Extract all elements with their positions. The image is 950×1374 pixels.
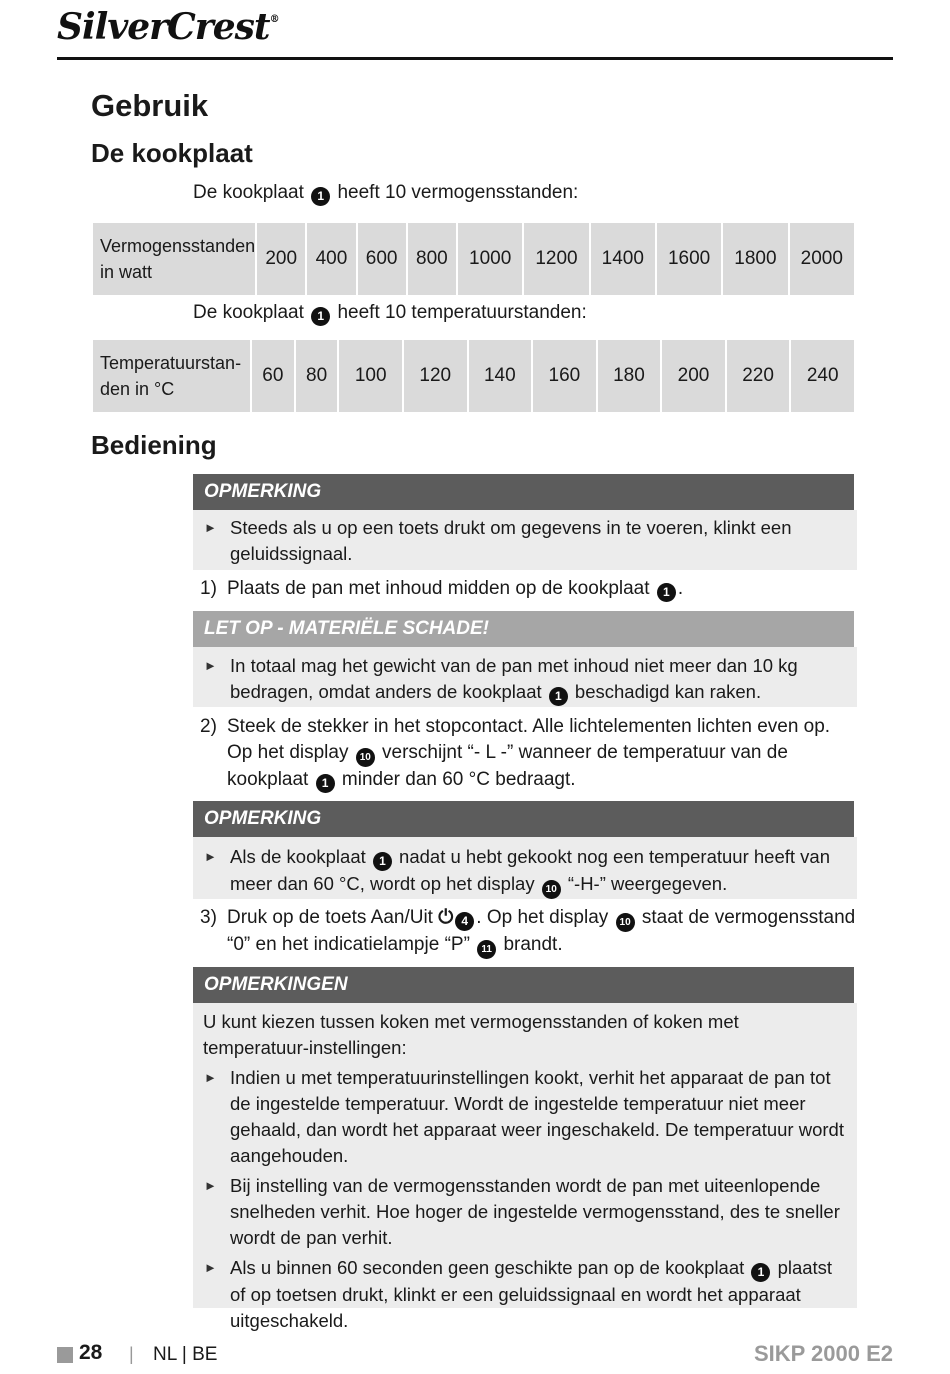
- step-2: 2) Steek de stekker in het stopcontact. Alle lichtelementen lichten even op. Op het display 10 verschijnt “- L -” wanneer de temperatuur van de kookplaat 1 minder dan 60 °C bedraagt.: [200, 714, 860, 793]
- table-cell: 1200: [524, 223, 588, 295]
- table-cell: 80: [296, 340, 338, 412]
- bullet-arrow-icon: ►: [204, 1070, 217, 1085]
- table-cell: 400: [307, 223, 355, 295]
- ref-hob-icon: 1: [549, 687, 568, 706]
- temp-table: [91, 340, 856, 412]
- table-cell: 60: [252, 340, 294, 412]
- table-cell: 2000: [790, 223, 854, 295]
- footer-language: NL | BE: [153, 1344, 218, 1365]
- ref-hob-icon: 1: [316, 774, 335, 793]
- bullet-arrow-icon: ►: [204, 1178, 217, 1193]
- footer-separator: |: [129, 1344, 134, 1364]
- header-rule: [57, 57, 893, 60]
- note1-title: OPMERKING: [193, 474, 854, 510]
- power-symbol-icon: ⏻: [438, 907, 454, 928]
- page-number: 28: [79, 1341, 103, 1364]
- temp-table-label: Temperatuurstan-den in °C: [93, 340, 250, 412]
- intro-temp: De kookplaat 1 heeft 10 temperatuurstanden:: [193, 302, 587, 326]
- table-cell: 1400: [591, 223, 655, 295]
- table-cell: 200: [257, 223, 305, 295]
- notes-body: U kunt kiezen tussen koken met vermogensstanden of koken met temperatuur-instellingen: ► Indien u met temperatuurinstellingen kookt, verhit het apparaat de pan tot de ingestelde temperatuur. Wordt de ingestelde temperatuur niet meer gehaald, dan wordt het apparaat weer ingeschakeld. De temperatuur wordt aangehouden. ► Bij instelling van de vermogensstanden wordt de pan met uiteenlopende snelheden verhit. Hoe hoger de ingestelde vermogensstand, des te sneller wordt de pan verhit. ► Als u binnen 60 seconden geen geschikte pan op de kookplaat 1 plaatst of op toetsen drukt, klinkt er een geluidssignaal en wordt het apparaat uitgeschakeld.: [193, 1003, 857, 1308]
- table-cell: 120: [404, 340, 467, 412]
- page-heading: Gebruik: [91, 88, 209, 123]
- power-table-label: Vermogensstanden in watt: [93, 223, 255, 295]
- ref-lamp-icon: 11: [477, 940, 496, 959]
- table-cell: 240: [791, 340, 854, 412]
- notes-title: OPMERKINGEN: [193, 967, 854, 1003]
- note1-body: ► Steeds als u op een toets drukt om gegevens in te voeren, klinkt een geluidssignaal.: [193, 510, 857, 570]
- section-title-kookplaat: De kookplaat: [91, 138, 253, 168]
- ref-hob-icon: 1: [751, 1263, 770, 1282]
- ref-hob-icon: 1: [311, 187, 330, 206]
- table-cell: 100: [339, 340, 402, 412]
- table-cell: 1800: [723, 223, 787, 295]
- table-cell: 600: [358, 223, 406, 295]
- table-cell: 180: [598, 340, 661, 412]
- ref-hob-icon: 1: [373, 852, 392, 871]
- power-table: [91, 223, 856, 295]
- intro-power: De kookplaat 1 heeft 10 vermogensstanden:: [193, 182, 578, 206]
- section-title-bediening: Bediening: [91, 430, 217, 460]
- table-cell: 160: [533, 340, 596, 412]
- caution-title: LET OP - MATERIËLE SCHADE!: [193, 611, 854, 647]
- notes-intro: U kunt kiezen tussen koken met vermogensstanden of koken met temperatuur-instellingen:: [203, 1011, 739, 1058]
- footer-square: [57, 1347, 73, 1363]
- table-cell: 1000: [458, 223, 522, 295]
- ref-display-icon: 10: [542, 880, 561, 899]
- bullet-arrow-icon: ►: [204, 849, 217, 864]
- footer-model: SIKP 2000 E2: [753, 1341, 893, 1366]
- table-cell: 800: [408, 223, 456, 295]
- bullet-arrow-icon: ►: [204, 520, 217, 535]
- ref-hob-icon: 1: [657, 583, 676, 602]
- note2-title: OPMERKING: [193, 801, 854, 837]
- bullet-arrow-icon: ►: [204, 1260, 217, 1275]
- brand-logo: SilverCrest®: [57, 6, 279, 48]
- ref-display-icon: 10: [356, 748, 375, 767]
- ref-power-key-icon: 4: [455, 912, 474, 931]
- note2-body: ► Als de kookplaat 1 nadat u hebt gekookt nog een temperatuur heeft van meer dan 60 °C, wordt op het display 10 “-H-” weergegeven.: [193, 837, 857, 899]
- caution-body: ► In totaal mag het gewicht van de pan met inhoud niet meer dan 10 kg bedragen, omdat anders de kookplaat 1 beschadigd kan raken.: [193, 647, 857, 707]
- step-1: 1) Plaats de pan met inhoud midden op de kookplaat 1 .: [200, 576, 860, 602]
- table-cell: 140: [469, 340, 532, 412]
- table-cell: 200: [662, 340, 725, 412]
- table-cell: 220: [727, 340, 790, 412]
- table-cell: 1600: [657, 223, 721, 295]
- ref-display-icon: 10: [616, 913, 635, 932]
- bullet-arrow-icon: ►: [204, 658, 217, 673]
- step-3: 3) Druk op de toets Aan/Uit ⏻ 4 . Op het display 10 staat de vermogensstand “0” en het indicatielampje “P” 11 brandt.: [200, 905, 860, 959]
- ref-hob-icon: 1: [311, 307, 330, 326]
